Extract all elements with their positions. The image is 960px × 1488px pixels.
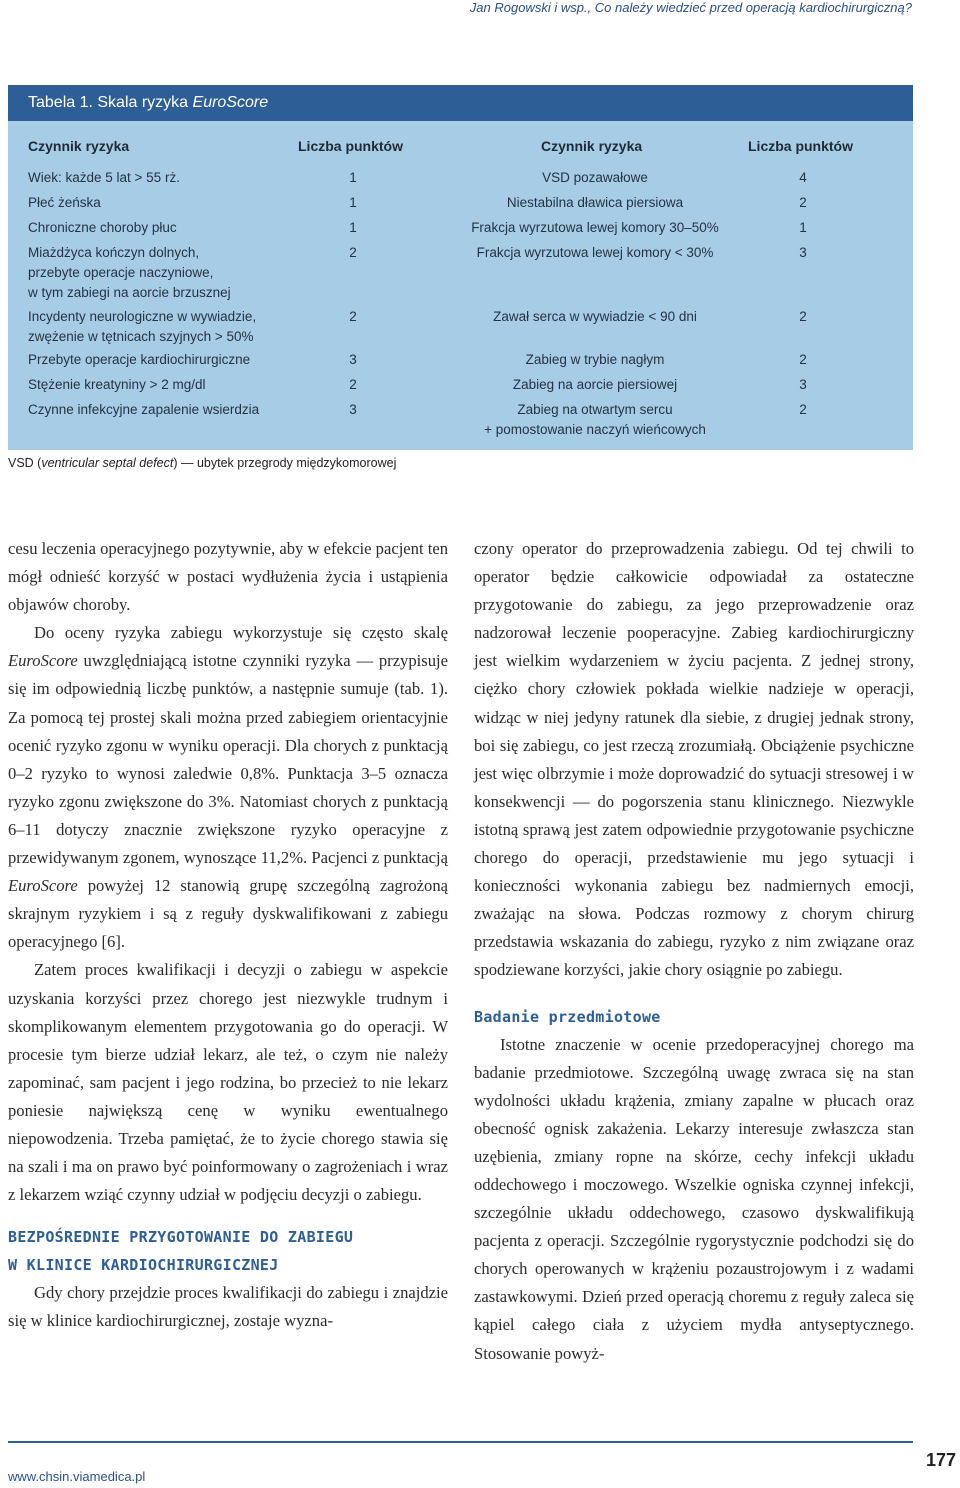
table-cell: Wiek: każde 5 lat > 55 rż. — [28, 170, 180, 185]
paragraph: Zatem proces kwalifikacji i decyzji o zabiegu w aspekcie uzyskania korzyści przez chorego jest niezwykle trudnym i skomplikowanym elementem przygotowania go do operacji. W procesie tym bierze udział lekarz, ale też, o czym nie należy zapominać, sam pacjent i jego rodzina, bo przecież to nie lekarz poniesie największą cenę w wyniku ewentualnego niepowodzenia. Trzeba pamiętać, że to życie chorego stawia się na szali i ma on prawo być poinformowany o zagrożeniach i wraz z lekarzem wziąć czynny udział w podjęciu decyzji o zabiegu. — [8, 960, 448, 1205]
running-header: Jan Rogowski i wsp., Co należy wiedzieć przed operacją kardiochirurgiczną? — [469, 0, 912, 15]
left-column — [8, 535, 448, 1335]
table-cell: Niestabilna dławica piersiowa — [506, 195, 684, 210]
table-cell: Przebyte operacje kardiochirurgiczne — [28, 352, 251, 367]
col-header-factor-2: Czynnik ryzyka — [541, 138, 643, 154]
table-cell: Frakcja wyrzutowa lewej komory < 30% — [476, 245, 714, 260]
paragraph: czony operator do przeprowadzenia zabiegu. Od tej chwili to operator będzie całkowicie odpowiadał za ostateczne przygotowanie do zabiegu, za jego przeprowadzenie oraz nadzorował leczenie pooperacyjne. Zabieg kardiochirurgiczny jest wielkim wydarzeniem w życiu pacjenta. Z jednej strony, ciężko chory człowiek pokłada wielkie nadzieje w operacji, widząc w niej jedyny ratunek dla siebie, z drugiej jednak strony, boi się zabiegu, co jest rzeczą zrozumiałą. Obciążenie psychiczne jest więc olbrzymie i może doprowadzić do sytuacji stresowej i w konsekwencji — do pogorszenia stanu klinicznego. Niezwykle istotną sprawą jest zatem odpowiednie przygotowanie psychiczne chorego do operacji, przedstawienie mu jego sytuacji i konieczności wykonania zabiegu bez nadmiernych emocji, zważając na słowa. Podczas rozmowy z chorym chirurg przedstawia wskazania do zabiegu, ryzyko z nim związane oraz spodziewane korzyści, jakie chory osiągnie po zabiegu. — [474, 539, 914, 980]
col-header-points-2: Liczba punktów — [748, 138, 853, 154]
table-cell: Zawał serca w wywiadzie < 90 dni — [493, 309, 697, 324]
table-cell: Zabieg na otwartym sercu + pomostowanie naczyń wieńcowych — [484, 402, 706, 437]
table-cell: 2 — [799, 309, 807, 324]
table-cell: 3 — [799, 245, 807, 260]
section-heading: BEZPOŚREDNIE PRZYGOTOWANIE DO ZABIEGU W KLINICE KARDIOCHIRURGICZNEJ — [8, 1228, 354, 1275]
table-cell: 1 — [349, 195, 357, 210]
table-cell: 2 — [799, 402, 807, 417]
right-column — [474, 535, 914, 1368]
page-number: 177 — [925, 1450, 956, 1470]
subsection-heading: Badanie przedmiotowe — [474, 1007, 661, 1026]
table-cell: 3 — [799, 377, 807, 392]
table-cell: VSD pozawałowe — [542, 170, 648, 185]
table-cell: 2 — [349, 245, 357, 260]
table-cell: 1 — [799, 220, 807, 235]
paragraph: Do oceny ryzyka zabiegu wykorzystuje się często skalę EuroScore uwzględniającą istotne czynniki ryzyka — przypisuje się im odpowiednią liczbę punktów, a następnie sumuje (tab. 1). Za pomocą tej prostej skali można przed zabiegiem orientacyjnie ocenić ryzyko zgonu w wyniku operacji. Dla chorych z punktacją 0–2 ryzyko to wynosi zaledwie 0,8%. Punktacja 3–5 oznacza ryzyko zgonu zwiększone do 3%. Natomiast chorych z punktacją 6–11 dotyczy znacznie zwiększone ryzyko operacyjne z przewidywanym zgonem, wynoszące 11,2%. Pacjenci z punktacją EuroScore powyżej 12 stanowią grupę szczególną zagrożoną skrajnym ryzykiem i są z reguły dyskwalifikowani z zabiegu operacyjnego [6]. — [8, 623, 448, 952]
table-cell: Stężenie kreatyniny > 2 mg/dl — [28, 377, 206, 392]
table-cell: 3 — [349, 402, 357, 417]
paragraph: cesu leczenia operacyjnego pozytywnie, aby w efekcie pacjent ten mógł odnieść korzyść w postaci wydłużenia życia i ustąpienia objawów choroby. — [8, 539, 448, 615]
table-cell: Zabieg na aorcie piersiowej — [512, 377, 678, 392]
table-cell: Chroniczne choroby płuc — [28, 220, 177, 235]
col-header-points-1: Liczba punktów — [298, 138, 403, 154]
paragraph: Istotne znaczenie w ocenie przedoperacyjnej chorego ma badanie przedmiotowe. Szczególną uwagę zwraca się na stan wydolności układu krążenia, zmiany zapalne w płucach oraz obecność ognisk zakażenia. Lekarzy interesuje zwłaszcza stan uzębienia, zmiany ropne na skórze, cechy infekcji układu oddechowego i moczowego. Wszelkie ogniska czynnej infekcji, szczególnie układu oddechowego, czasowo dyskwalifikują pacjenta z operacji. Szczególnie rygorystycznie podchodzi się do chorych operowanych w krążeniu pozaustrojowym i z wadami zastawkowymi. Dzień przed operacją choremu z reguły zaleca się kąpiel całego ciała z użyciem mydła antyseptycznego. Stosowanie powyż- — [474, 1034, 914, 1363]
table-cell: 1 — [349, 170, 357, 185]
table-cell: Płeć żeńska — [28, 195, 101, 210]
table-cell: 4 — [799, 170, 807, 185]
table-footnote: VSD (ventricular septal defect) — ubytek przegrody międzykomorowej — [8, 456, 397, 470]
footer-url[interactable]: www.chsin.viamedica.pl — [8, 1469, 146, 1484]
table-cell: 3 — [349, 352, 357, 367]
table-cell: Czynne infekcyjne zapalenie wsierdzia — [28, 402, 260, 417]
table-cell: Miażdżyca kończyn dolnych, przebyte operacje naczyniowe, w tym zabiegi na aorcie brzusznej — [28, 245, 231, 300]
paragraph: Gdy chory przejdzie proces kwalifikacji do zabiegu i znajdzie się w klinice kardiochirurgicznej, zostaje wyzna- — [8, 1283, 448, 1331]
table-cell: Frakcja wyrzutowa lewej komory 30–50% — [471, 220, 719, 235]
table-cell: 2 — [349, 377, 357, 392]
table-cell: 1 — [349, 220, 357, 235]
table-cell: 2 — [799, 195, 807, 210]
table-cell: 2 — [799, 352, 807, 367]
footer-rule — [8, 1441, 913, 1443]
table-cell: Incydenty neurologiczne w wywiadzie, zwężenie w tętnicach szyjnych > 50% — [28, 309, 257, 344]
table-cell: Zabieg w trybie nagłym — [525, 352, 665, 367]
col-header-factor-1: Czynnik ryzyka — [28, 138, 130, 154]
table-title: Tabela 1. Skala ryzyka EuroScore — [8, 85, 913, 121]
table-cell: 2 — [349, 309, 357, 324]
